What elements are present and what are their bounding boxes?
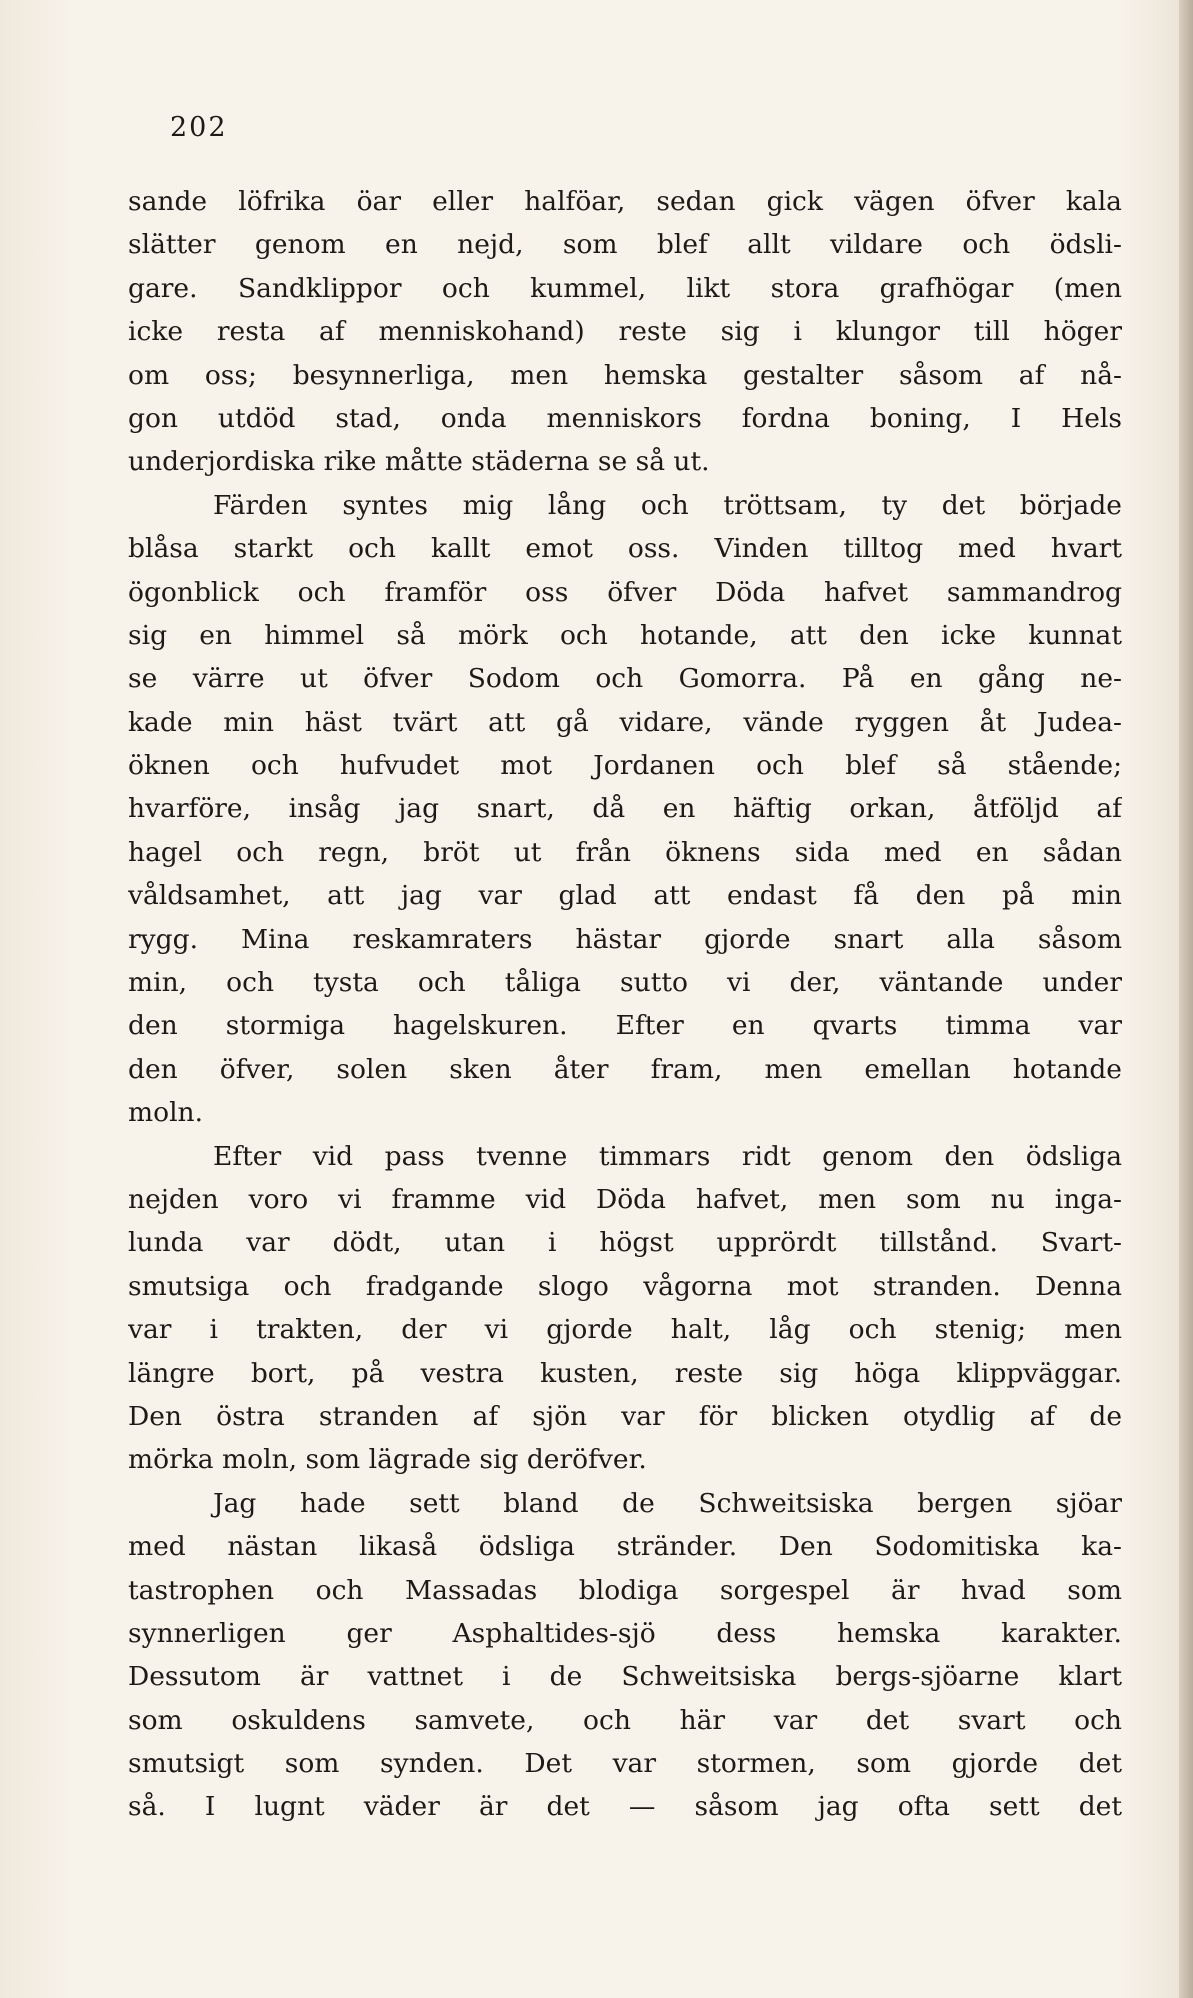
text-line: längre bort, på vestra kusten, reste sig höga klippväggar. (128, 1357, 1122, 1389)
text-line: smutsiga och fradgande slogo vågorna mot stranden. Denna (128, 1270, 1122, 1302)
text-line: Dessutom är vattnet i de Schweitsiska bergs-sjöarne klart (128, 1661, 1122, 1693)
text-line: våldsamhet, att jag var glad att endast få den på min (128, 880, 1122, 912)
text-line: smutsigt som synden. Det var stormen, som gjorde det (128, 1748, 1122, 1780)
body-text (128, 180, 1122, 1829)
text-line: öknen och hufvudet mot Jordanen och blef så stående; (128, 750, 1122, 782)
text-line: sig en himmel så mörk och hotande, att den icke kunnat (128, 619, 1122, 651)
text-line: blåsa starkt och kallt emot oss. Vinden tilltog med hvart (128, 533, 1122, 565)
text-line: mörka moln, som lägrade sig deröfver. (128, 1444, 647, 1476)
text-line: tastrophen och Massadas blodiga sorgespel är hvad som (128, 1574, 1122, 1606)
text-line: Efter vid pass tvenne timmars ridt genom den ödsliga (213, 1140, 1122, 1172)
page-number: 202 (170, 112, 228, 143)
text-line: gon utdöd stad, onda menniskors fordna boning, I Hels (128, 402, 1122, 434)
text-line: med nästan likaså ödsliga stränder. Den Sodomitiska ka- (128, 1531, 1122, 1563)
text-line: moln. (128, 1097, 204, 1129)
text-line: ögonblick och framför oss öfver Döda hafvet sammandrog (128, 576, 1122, 608)
text-line: sande löfrika öar eller halföar, sedan gick vägen öfver kala (128, 186, 1122, 217)
text-line: gare. Sandklippor och kummel, likt stora grafhögar (men (128, 272, 1122, 304)
text-line: icke resta af menniskohand) reste sig i klungor till höger (128, 316, 1122, 348)
text-line: se värre ut öfver Sodom och Gomorra. På en gång ne- (128, 663, 1122, 695)
text-line: som oskuldens samvete, och här var det svart och (128, 1704, 1122, 1736)
text-line: hvarföre, insåg jag snart, då en häftig orkan, åtföljd af (128, 793, 1122, 825)
text-line: den öfver, solen sken åter fram, men emellan hotande (128, 1053, 1122, 1085)
text-line: kade min häst tvärt att gå vidare, vände ryggen åt Judea- (128, 706, 1122, 738)
text-line: om oss; besynnerliga, men hemska gestalter såsom af nå- (128, 359, 1122, 391)
text-line: lunda var dödt, utan i högst upprördt tillstånd. Svart- (128, 1227, 1122, 1259)
text-line: den stormiga hagelskuren. Efter en qvarts timma var (128, 1010, 1122, 1042)
text-line: hagel och regn, bröt ut från öknens sida med en sådan (128, 836, 1122, 868)
text-line: så. I lugnt väder är det — såsom jag ofta sett det (128, 1791, 1122, 1823)
text-line: slätter genom en nejd, som blef allt vildare och ödsli- (128, 229, 1122, 261)
text-line: min, och tysta och tåliga sutto vi der, väntande under (128, 967, 1122, 999)
text-line: Jag hade sett bland de Schweitsiska bergen sjöar (213, 1487, 1122, 1519)
text-line: synnerligen ger Asphaltides-sjö dess hemska karakter. (128, 1617, 1122, 1649)
text-line: nejden voro vi framme vid Döda hafvet, men som nu inga- (128, 1183, 1122, 1215)
text-line: Färden syntes mig lång och tröttsam, ty det började (213, 489, 1122, 521)
text-line: Den östra stranden af sjön var för blicken otydlig af de (128, 1400, 1122, 1432)
text-line: rygg. Mina reskamraters hästar gjorde snart alla såsom (128, 923, 1122, 955)
page-edge (1179, 0, 1193, 1998)
text-line: var i trakten, der vi gjorde halt, låg och stenig; men (128, 1314, 1122, 1346)
text-line: underjordiska rike måtte städerna se så ut. (128, 446, 710, 478)
